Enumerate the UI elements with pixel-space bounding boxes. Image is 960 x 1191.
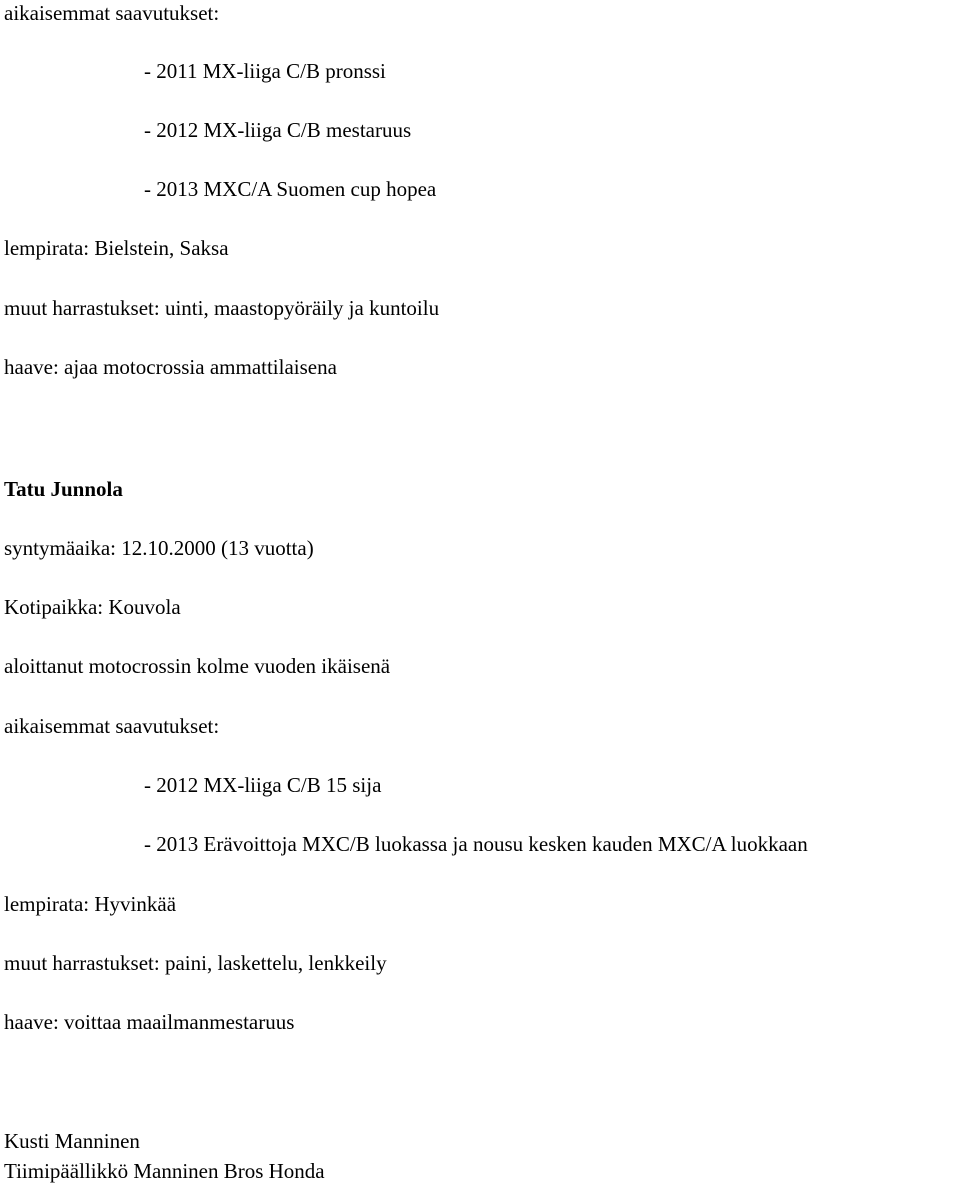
- signature-title: Tiimipäällikkö Manninen Bros Honda: [4, 1159, 325, 1183]
- previous-other-hobbies: muut harrastukset: uinti, maastopyöräily ja kuntoilu: [4, 296, 440, 320]
- rider-started: aloittanut motocrossin kolme vuoden ikäisenä: [4, 654, 391, 678]
- rider-achievement-2: - 2013 Erävoittoja MXC/B luokassa ja nousu kesken kauden MXC/A luokkaan: [144, 832, 808, 856]
- previous-favorite-track: lempirata: Bielstein, Saksa: [4, 236, 229, 260]
- previous-achievement-1: - 2011 MX-liiga C/B pronssi: [144, 59, 386, 83]
- rider-name-heading: Tatu Junnola: [4, 477, 123, 501]
- previous-achievements-label: aikaisemmat saavutukset:: [4, 1, 220, 25]
- rider-achievements-label: aikaisemmat saavutukset:: [4, 714, 220, 738]
- rider-favorite-track: lempirata: Hyvinkää: [4, 892, 177, 916]
- previous-achievement-2: - 2012 MX-liiga C/B mestaruus: [144, 118, 412, 142]
- rider-other-hobbies: muut harrastukset: paini, laskettelu, lenkkeily: [4, 951, 387, 975]
- signature-name: Kusti Manninen: [4, 1129, 140, 1153]
- previous-dream: haave: ajaa motocrossia ammattilaisena: [4, 355, 337, 379]
- rider-hometown: Kotipaikka: Kouvola: [4, 595, 181, 619]
- rider-birth-date: syntymäaika: 12.10.2000 (13 vuotta): [4, 536, 314, 560]
- rider-achievement-1: - 2012 MX-liiga C/B 15 sija: [144, 773, 382, 797]
- rider-dream: haave: voittaa maailmanmestaruus: [4, 1010, 295, 1034]
- previous-achievement-3: - 2013 MXC/A Suomen cup hopea: [144, 177, 437, 201]
